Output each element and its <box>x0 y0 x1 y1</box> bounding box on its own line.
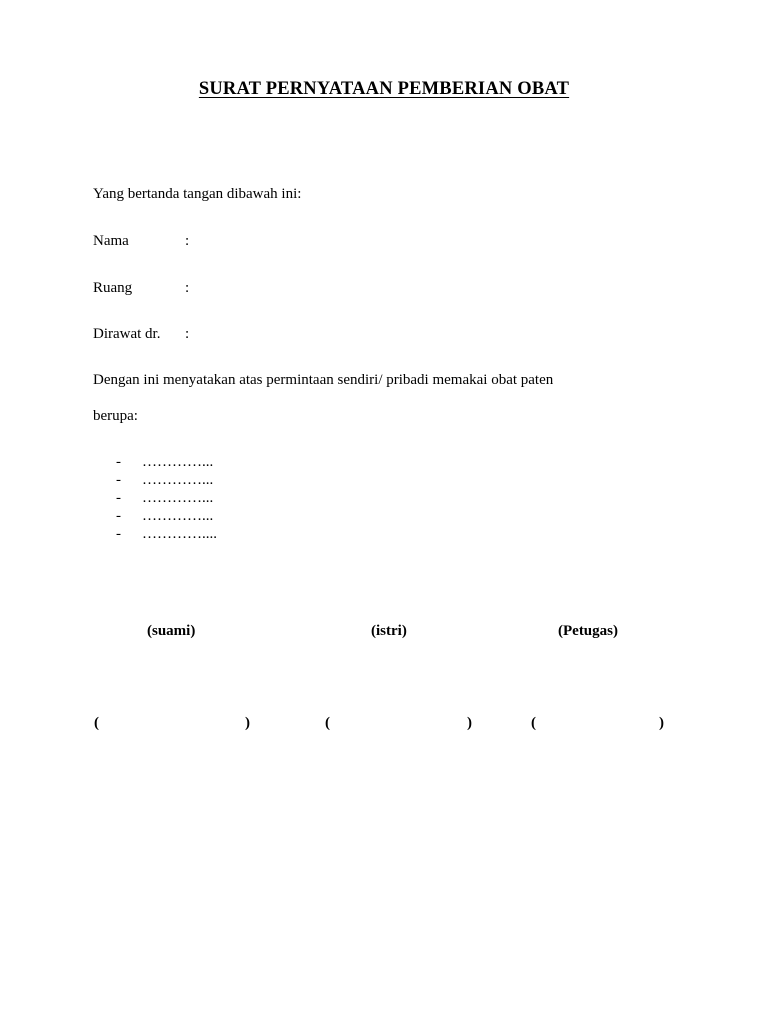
signature-bracket-close-petugas: ) <box>659 715 664 731</box>
field-separator-dirawat: : <box>185 326 190 342</box>
signature-bracket-close-suami: ) <box>245 715 250 731</box>
signature-bracket-open-petugas: ( <box>531 715 536 731</box>
statement-line-2: berupa: <box>93 408 138 424</box>
list-bullet: - <box>116 508 121 524</box>
list-bullet: - <box>116 454 121 470</box>
signature-bracket-close-istri: ) <box>467 715 472 731</box>
signature-role-petugas: (Petugas) <box>558 623 618 639</box>
signature-role-istri: (istri) <box>371 623 407 639</box>
list-item: …………... <box>142 472 214 488</box>
list-item: …………... <box>142 454 214 470</box>
field-label-ruang: Ruang <box>93 280 133 296</box>
document-title: SURAT PERNYATAAN PEMBERIAN OBAT <box>198 79 570 99</box>
signature-role-suami: (suami) <box>147 623 196 639</box>
intro-text: Yang bertanda tangan dibawah ini: <box>93 186 302 202</box>
field-separator-ruang: : <box>185 280 190 296</box>
list-item: ………….... <box>142 526 217 542</box>
signature-bracket-open-suami: ( <box>94 715 99 731</box>
statement-line-1: Dengan ini menyatakan atas permintaan sendiri/ pribadi memakai obat paten <box>93 372 554 388</box>
signature-bracket-open-istri: ( <box>325 715 330 731</box>
field-label-nama: Nama <box>93 233 129 249</box>
field-separator-nama: : <box>185 233 190 249</box>
list-item: …………... <box>142 508 214 524</box>
list-bullet: - <box>116 490 121 506</box>
list-bullet: - <box>116 472 121 488</box>
list-item: …………... <box>142 490 214 506</box>
field-label-dirawat: Dirawat dr. <box>93 326 161 342</box>
list-bullet: - <box>116 526 121 542</box>
